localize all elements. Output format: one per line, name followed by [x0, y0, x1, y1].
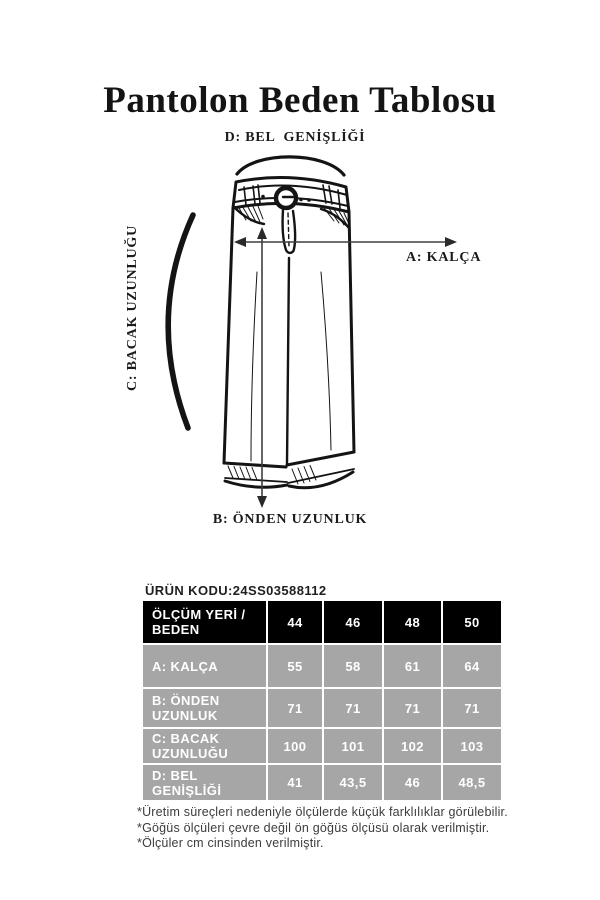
footnote: *Göğüs ölçüleri çevre değil ön göğüs ölçüsü olarak verilmiştir. [137, 820, 490, 835]
table-cell: 48,5 [443, 765, 501, 800]
table-header-cell: ÖLÇÜM YERİ / BEDEN [143, 601, 266, 643]
footnotes [137, 805, 567, 852]
table-row-label: A: KALÇA [143, 645, 266, 687]
footnote: *Ölçüler cm cinsinden verilmiştir. [137, 836, 324, 850]
waist-width-arc [237, 157, 344, 175]
table-header-cell: 48 [384, 601, 441, 643]
table-cell: 101 [324, 729, 382, 763]
table-cell: 71 [443, 689, 501, 727]
table-header-cell: 44 [268, 601, 322, 643]
table-cell: 41 [268, 765, 322, 800]
table-cell: 71 [268, 689, 322, 727]
table-cell: 46 [384, 765, 441, 800]
leg-length-arc [168, 215, 193, 428]
page-title: Pantolon Beden Tablosu [103, 79, 497, 121]
footnote: *Üretim süreçleri nedeniyle ölçülerde küçük farklılıklar görülebilir. [137, 805, 508, 819]
leg-length-label: C: BACAK UZUNLUĞU [125, 224, 140, 392]
table-cell: 102 [384, 729, 441, 763]
hip-width-arrow [234, 237, 457, 247]
table-row-label: D: BEL GENİŞLİĞİ [143, 765, 266, 800]
table-cell: 58 [324, 645, 382, 687]
table-cell: 55 [268, 645, 322, 687]
table-cell: 71 [384, 689, 441, 727]
table-header-cell: 50 [443, 601, 501, 643]
table-cell: 100 [268, 729, 322, 763]
size-table [143, 601, 499, 800]
table-cell: 71 [324, 689, 382, 727]
table-cell: 64 [443, 645, 501, 687]
table-cell: 43,5 [324, 765, 382, 800]
product-code: ÜRÜN KODU:24SS03588112 [145, 583, 327, 598]
front-length-label: B: ÖNDEN UZUNLUK [212, 512, 368, 527]
table-cell: 103 [443, 729, 501, 763]
pants-illustration [168, 157, 354, 488]
table-cell: 61 [384, 645, 441, 687]
table-row-label: C: BACAK UZUNLUĞU [143, 729, 266, 763]
hip-label: A: KALÇA [406, 250, 482, 265]
table-row-label: B: ÖNDEN UZUNLUK [143, 689, 266, 727]
table-header-cell: 46 [324, 601, 382, 643]
waist-width-label: D: BEL GENİŞLİĞİ [224, 130, 366, 145]
